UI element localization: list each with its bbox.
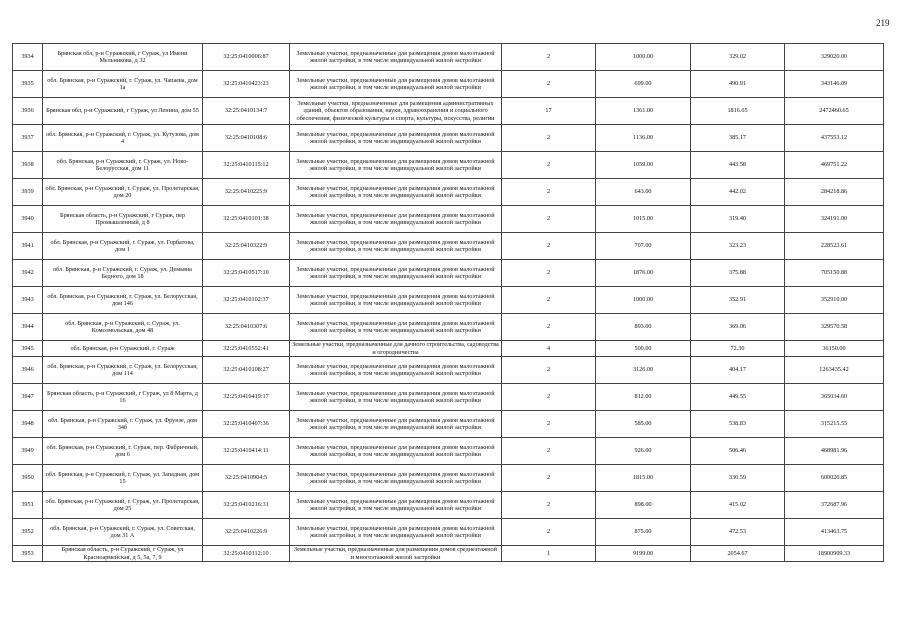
land-use-cell: Земельные участки, предназначенные для размещения домов малоэтажной жилой застройки, в том числе индивидуальной жилой застройки [290,438,502,465]
land-use-cell: Земельные участки, предназначенные для размещения домов малоэтажной жилой застройки, в том числе индивидуальной жилой застройки [290,411,502,438]
area-cell: 893.00 [596,314,691,341]
group-code-cell: 2 [502,384,596,411]
row-number-cell: 3950 [13,465,43,492]
group-code-cell: 2 [502,287,596,314]
area-cell: 1136.00 [596,125,691,152]
cadastral-value-cell: 705150.88 [785,260,884,287]
cadastral-number-cell: 32:25:0410423:23 [203,71,290,98]
land-use-cell: Земельные участки, предназначенные для размещения домов малоэтажной жилой застройки, в том числе индивидуальной жилой застройки [290,44,502,71]
cadastral-number-cell: 32:25:0410552:41 [203,341,290,357]
cadastral-value-cell: 1263435.42 [785,357,884,384]
cadastral-value-cell: 413463.75 [785,519,884,546]
specific-value-cell: 490.91 [691,71,785,98]
cadastral-number-cell: 32:25:0410419:17 [203,384,290,411]
row-number-cell: 3946 [13,357,43,384]
table-row [13,384,884,411]
row-number-cell: 3934 [13,44,43,71]
row-number-cell: 3944 [13,314,43,341]
group-code-cell: 2 [502,179,596,206]
specific-value-cell: 329.02 [691,44,785,71]
land-use-cell: Земельные участки, предназначенные для размещения домов малоэтажной жилой застройки, в том числе индивидуальной жилой застройки [290,492,502,519]
table-row [13,465,884,492]
table-row [13,438,884,465]
specific-value-cell: 472.53 [691,519,785,546]
table-row [13,233,884,260]
cadastral-number-cell: 32:25:0410225:9 [203,179,290,206]
land-use-cell: Земельные участки, предназначенные для размещения домов малоэтажной жилой застройки, в том числе индивидуальной жилой застройки [290,206,502,233]
area-cell: 1000.00 [596,44,691,71]
cadastral-value-cell: 469751.22 [785,152,884,179]
cadastral-value-cell: 315215.55 [785,411,884,438]
cadastral-value-cell: 372687.96 [785,492,884,519]
row-number-cell: 3940 [13,206,43,233]
table-row [13,287,884,314]
address-cell: обл. Брянская, р-н Суражский, г. Сураж, ул. Кутузова, дом 4 [43,125,203,152]
cadastral-number-cell: 32:25:0410322:9 [203,233,290,260]
cadastral-value-cell: 343146.09 [785,71,884,98]
specific-value-cell: 442.02 [691,179,785,206]
cadastral-number-cell: 32:25:0410108:27 [203,357,290,384]
address-cell: обл. Брянская, р-н Суражский, г. Сураж, ул. Комсомольская, дом 48 [43,314,203,341]
area-cell: 585.00 [596,411,691,438]
address-cell: обл. Брянская, р-н Суражский, г. Сураж, ул. Западная, дом 15 [43,465,203,492]
address-cell: обл. Брянская, р-н Суражский, г. Сураж, пер. Фабричный, дом 6 [43,438,203,465]
cadastral-number-cell: 32:25:0410307:6 [203,314,290,341]
cadastral-number-cell: 32:25:0410115:12 [203,152,290,179]
row-number-cell: 3941 [13,233,43,260]
area-cell: 875.00 [596,519,691,546]
specific-value-cell: 72.30 [691,341,785,357]
cadastral-number-cell: 32:25:0410134:7 [203,98,290,125]
area-cell: 707.00 [596,233,691,260]
specific-value-cell: 2054.67 [691,546,785,562]
row-number-cell: 3936 [13,98,43,125]
specific-value-cell: 375.88 [691,260,785,287]
area-cell: 643.00 [596,179,691,206]
address-cell: обл. Брянская, р-н Суражский, г. Сураж, ул. Пролетарская, дом 25 [43,492,203,519]
address-cell: обл. Брянская, р-н Суражский, г. Сураж, ул. Ново-Белорусская, дом 11 [43,152,203,179]
specific-value-cell: 330.59 [691,465,785,492]
row-number-cell: 3942 [13,260,43,287]
table-row [13,44,884,71]
cadastral-number-cell: 32:25:0410904:5 [203,465,290,492]
cadastral-value-cell: 365034.60 [785,384,884,411]
specific-value-cell: 369.06 [691,314,785,341]
cadastral-number-cell: 32:25:0410407:36 [203,411,290,438]
address-cell: обл. Брянская, р-н Суражский, г. Сураж, ул. Чапаева, дом 1а [43,71,203,98]
specific-value-cell: 415.02 [691,492,785,519]
land-use-cell: Земельные участки, предназначенные для размещения домов малоэтажной жилой застройки, в том числе индивидуальной жилой застройки [290,71,502,98]
specific-value-cell: 385.17 [691,125,785,152]
group-code-cell: 2 [502,125,596,152]
address-cell: обл. Брянская, р-н Суражский, г. Сураж, ул. Пролетарская, дом 20 [43,179,203,206]
address-cell: Брянская область, р-н Суражский, г Сураж, ул Красноармейская, д 5, 5а, 7, 9 [43,546,203,562]
group-code-cell: 17 [502,98,596,125]
address-cell: обл. Брянская, р-н Суражский, г. Сураж, ул. Горбатова, дом 1 [43,233,203,260]
cadastral-number-cell: 32:25:0410226:9 [203,519,290,546]
group-code-cell: 2 [502,314,596,341]
row-number-cell: 3945 [13,341,43,357]
group-code-cell: 2 [502,152,596,179]
area-cell: 1815.00 [596,465,691,492]
specific-value-cell: 319.40 [691,206,785,233]
land-use-cell: Земельные участки, предназначенные для размещения домов малоэтажной жилой застройки, в том числе индивидуальной жилой застройки [290,287,502,314]
land-use-cell: Земельные участки, предназначенные для размещения домов малоэтажной жилой застройки, в том числе индивидуальной жилой застройки [290,465,502,492]
area-cell: 1059.00 [596,152,691,179]
area-cell: 1361.00 [596,98,691,125]
land-use-cell: Земельные участки, предназначенные для размещения домов малоэтажной жилой застройки, в том числе индивидуальной жилой застройки [290,260,502,287]
group-code-cell: 2 [502,206,596,233]
cadastral-value-cell: 284218.86 [785,179,884,206]
group-code-cell: 2 [502,519,596,546]
cadastral-number-cell: 32:25:0410108:6 [203,125,290,152]
address-cell: Брянская обл, р-н Суражский, г Сураж, ул Ленина, дом 55 [43,98,203,125]
table-row [13,260,884,287]
cadastral-value-cell: 437553.12 [785,125,884,152]
row-number-cell: 3948 [13,411,43,438]
table-row [13,179,884,206]
address-cell: обл. Брянская, р-н Суражский, г. Сураж, ул. Белорусская, дом 146 [43,287,203,314]
cadastral-value-cell: 228523.61 [785,233,884,260]
group-code-cell: 2 [502,233,596,260]
group-code-cell: 2 [502,465,596,492]
table-row [13,71,884,98]
cadastral-number-cell: 32:25:0410216:31 [203,492,290,519]
table-row [13,98,884,125]
cadastral-value-cell: 36150.00 [785,341,884,357]
group-code-cell: 2 [502,71,596,98]
area-cell: 1000.00 [596,287,691,314]
cadastral-number-cell: 32:25:0410006:87 [203,44,290,71]
land-use-cell: Земельные участки, предназначенные для размещения административных зданий, объектов образования, науки, здравоохранения и социального обеспечения, физической культуры и спорта, культуры, искусства, религии [290,98,502,125]
group-code-cell: 2 [502,260,596,287]
table-row [13,519,884,546]
address-cell: обл. Брянская, р-н Суражский, г. Сураж [43,341,203,357]
land-use-cell: Земельные участки, предназначенные для размещения домов малоэтажной жилой застройки, в том числе индивидуальной жилой застройки [290,179,502,206]
row-number-cell: 3939 [13,179,43,206]
table-row [13,152,884,179]
cadastral-value-cell: 324191.00 [785,206,884,233]
address-cell: Брянская обл, р-н Суражский, г Сураж, ул Имени Мельникова, д 32 [43,44,203,71]
group-code-cell: 2 [502,411,596,438]
cadastral-value-cell: 352910.00 [785,287,884,314]
cadastral-value-cell: 329020.00 [785,44,884,71]
table-row [13,125,884,152]
address-cell: обл. Брянская, р-н Суражский, г. Сураж, ул. Демьяна Бедного, дом 18 [43,260,203,287]
group-code-cell: 2 [502,492,596,519]
address-cell: обл. Брянская, р-н Суражский, г. Сураж, ул. Фрунзе, дом 34б [43,411,203,438]
specific-value-cell: 404.17 [691,357,785,384]
cadastral-number-cell: 32:25:0410102:37 [203,287,290,314]
row-number-cell: 3949 [13,438,43,465]
cadastral-value-cell: 18900909.33 [785,546,884,562]
area-cell: 699.00 [596,71,691,98]
land-use-cell: Земельные участки, предназначенные для дачного строительства, садоводства и огородничества [290,341,502,357]
table-body [13,44,884,562]
cadastral-value-cell: 600020.85 [785,465,884,492]
cadastral-value-cell: 329570.58 [785,314,884,341]
group-code-cell: 2 [502,44,596,71]
specific-value-cell: 506.46 [691,438,785,465]
land-use-cell: Земельные участки, предназначенные для размещения домов малоэтажной жилой застройки, в том числе индивидуальной жилой застройки [290,357,502,384]
cadastral-number-cell: 32:25:0410414:11 [203,438,290,465]
table-row [13,492,884,519]
cadastral-value-cell: 2472460.65 [785,98,884,125]
area-cell: 500.00 [596,341,691,357]
land-use-cell: Земельные участки, предназначенные для размещения домов малоэтажной жилой застройки, в том числе индивидуальной жилой застройки [290,152,502,179]
address-cell: обл. Брянская, р-н Суражский, г. Сураж, ул. Советская, дом 31 А [43,519,203,546]
specific-value-cell: 538.83 [691,411,785,438]
area-cell: 3126.00 [596,357,691,384]
address-cell: Брянская область, р-н Суражский, г Сураж, ул 8 Марта, д 16 [43,384,203,411]
area-cell: 1876.00 [596,260,691,287]
row-number-cell: 3952 [13,519,43,546]
specific-value-cell: 323.23 [691,233,785,260]
address-cell: Брянская область, р-н Суражский, г Сураж, пер Промышленный, д 8 [43,206,203,233]
land-use-cell: Земельные участки, предназначенные для размещения домов малоэтажной жилой застройки, в том числе индивидуальной жилой застройки [290,519,502,546]
row-number-cell: 3943 [13,287,43,314]
row-number-cell: 3937 [13,125,43,152]
table-row [13,341,884,357]
cadastral-number-cell: 32:25:0410112:10 [203,546,290,562]
group-code-cell: 2 [502,357,596,384]
land-use-cell: Земельные участки, предназначенные для размещения домов малоэтажной жилой застройки, в том числе индивидуальной жилой застройки [290,384,502,411]
area-cell: 1015.00 [596,206,691,233]
table-row [13,411,884,438]
area-cell: 898.00 [596,492,691,519]
row-number-cell: 3953 [13,546,43,562]
cadastral-value-cell: 468981.96 [785,438,884,465]
group-code-cell: 1 [502,546,596,562]
specific-value-cell: 443.58 [691,152,785,179]
specific-value-cell: 1816.65 [691,98,785,125]
page-number: 219 [876,18,890,28]
specific-value-cell: 352.91 [691,287,785,314]
table-row [13,314,884,341]
area-cell: 926.00 [596,438,691,465]
land-cadastral-table [12,43,884,562]
land-use-cell: Земельные участки, предназначенные для размещения домов малоэтажной жилой застройки, в том числе индивидуальной жилой застройки [290,125,502,152]
row-number-cell: 3938 [13,152,43,179]
area-cell: 812.00 [596,384,691,411]
land-use-cell: Земельные участки, предназначенные для размещения домов среднеэтажной и многоэтажной жилой застройки [290,546,502,562]
group-code-cell: 4 [502,341,596,357]
cadastral-number-cell: 32:25:0410517:10 [203,260,290,287]
row-number-cell: 3947 [13,384,43,411]
row-number-cell: 3935 [13,71,43,98]
address-cell: обл. Брянская, р-н Суражский, г. Сураж, ул. Белорусская, дом 114 [43,357,203,384]
area-cell: 9199.00 [596,546,691,562]
group-code-cell: 2 [502,438,596,465]
specific-value-cell: 449.55 [691,384,785,411]
land-use-cell: Земельные участки, предназначенные для размещения домов малоэтажной жилой застройки, в том числе индивидуальной жилой застройки [290,233,502,260]
row-number-cell: 3951 [13,492,43,519]
table-row [13,206,884,233]
table-row [13,546,884,562]
table-row [13,357,884,384]
land-use-cell: Земельные участки, предназначенные для размещения домов малоэтажной жилой застройки, в том числе индивидуальной жилой застройки [290,314,502,341]
cadastral-number-cell: 32:25:0410101:38 [203,206,290,233]
